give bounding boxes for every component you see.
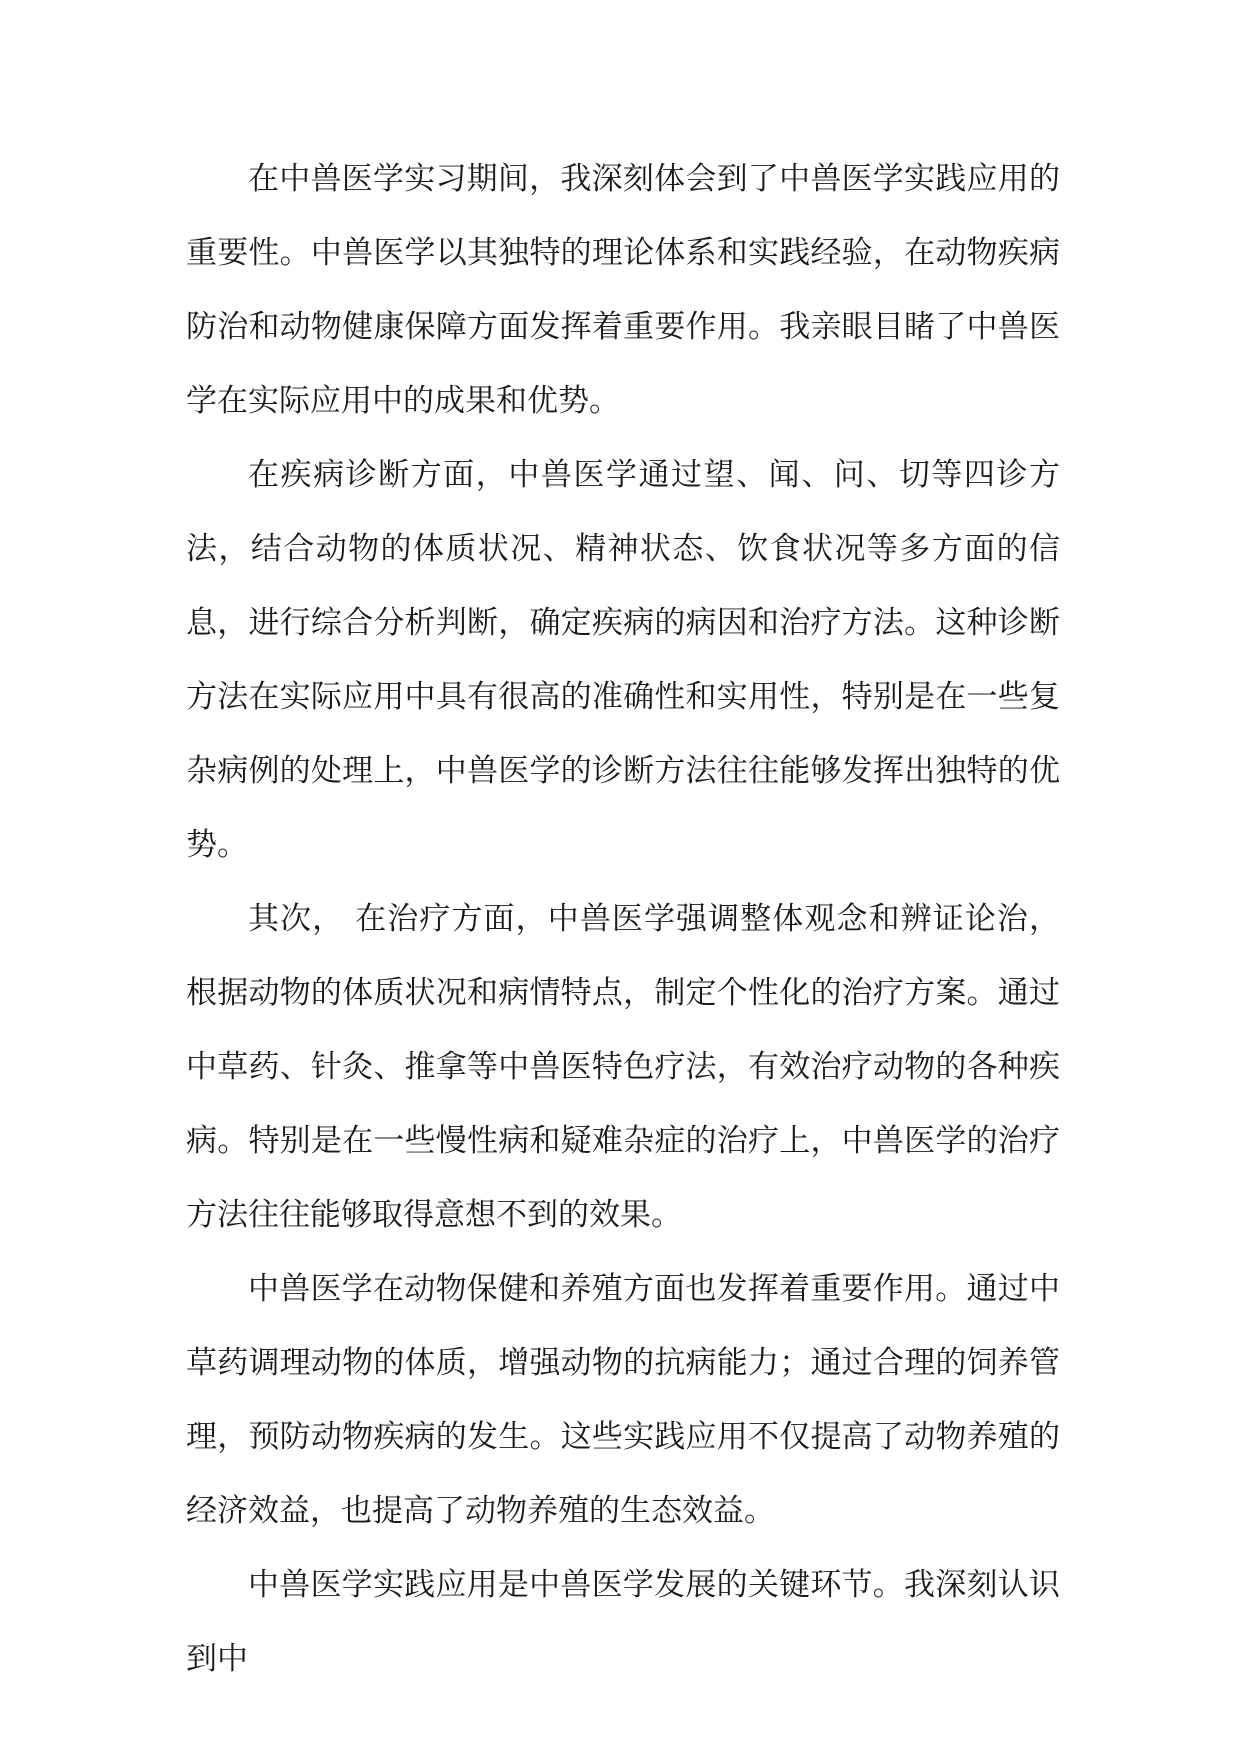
paragraph-4: 中兽医学在动物保健和养殖方面也发挥着重要作用。通过中草药调理动物的体质，增强动物的抗病能力；通过合理的饲养管理，预防动物疾病的发生。这些实践应用不仅提高了动物养殖的经济效益，也提高了动物养殖的生态效益。 xyxy=(186,1271,1060,1529)
paragraph-5: 中兽医学实践应用是中兽医学发展的关键环节。我深刻认识到中 xyxy=(186,1567,1060,1677)
document-body xyxy=(186,142,1060,1696)
paragraph-1: 在中兽医学实习期间，我深刻体会到了中兽医学实践应用的重要性。中兽医学以其独特的理论体系和实践经验，在动物疾病防治和动物健康保障方面发挥着重要作用。我亲眼目睹了中兽医学在实际应用中的成果和优势。 xyxy=(186,161,1060,419)
paragraph-2: 在疾病诊断方面，中兽医学通过望、闻、问、切等四诊方法，结合动物的体质状况、精神状态、饮食状况等多方面的信息，进行综合分析判断，确定疾病的病因和治疗方法。这种诊断方法在实际应用中具有很高的准确性和实用性，特别是在一些复杂病例的处理上，中兽医学的诊断方法往往能够发挥出独特的优势。 xyxy=(186,457,1060,863)
paragraph-3: 其次， 在治疗方面，中兽医学强调整体观念和辨证论治，根据动物的体质状况和病情特点，制定个性化的治疗方案。通过中草药、针灸、推拿等中兽医特色疗法，有效治疗动物的各种疾病。特别是在一些慢性病和疑难杂症的治疗上，中兽医学的治疗方法往往能够取得意想不到的效果。 xyxy=(186,901,1060,1233)
